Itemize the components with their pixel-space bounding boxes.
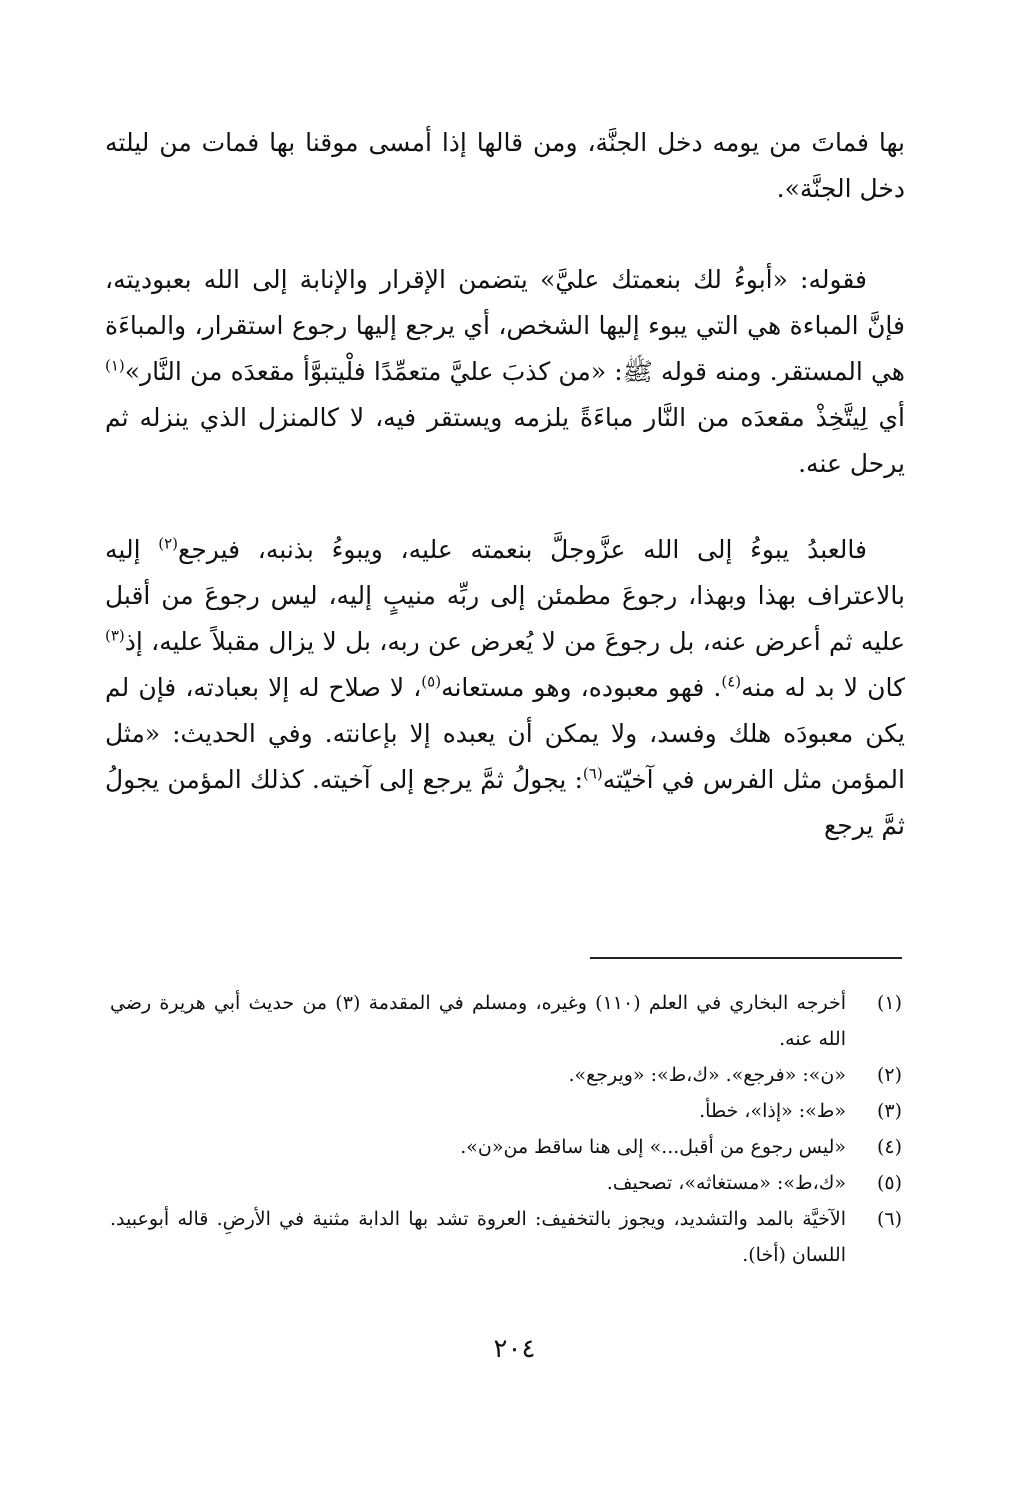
footnote-ref-6[interactable]: (٦): [582, 764, 603, 783]
footnote-number: (٢): [876, 1064, 902, 1086]
paragraph-3: [105, 527, 905, 849]
footnote-text: «ط»: «إذا»، خطأ.: [699, 1100, 846, 1122]
page-number: ٢٠٤: [493, 1334, 536, 1364]
paragraph-3-part-f: : يجولُ ثمَّ يرجع إلى آخيته. كذلك المؤمن يجولُ ثمَّ يرجع: [105, 765, 905, 840]
paragraph-3-part-e: ، لا صلاح له إلا بعبادته، فإن لم يكن معبودَه هلك وفسد، ولا يمكن أن يعبده إلا بإعانته. وفي الحديث: «مثل المؤمن مثل الفرس في آخيّته: [105, 673, 905, 794]
main-text: [105, 120, 905, 849]
footnote-text: «ليس رجوع من أقبل...» إلى هنا ساقط من«ن».: [460, 1136, 846, 1158]
footnote-text: الآخيَّة بالمد والتشديد، ويجوز بالتخفيف: العروة تشد بها الدابة مثنية في الأرضِ. قاله أبوعبيد. اللسان (أخا).: [110, 1208, 846, 1266]
paragraph-2-part-a: فقوله: «أبوءُ لك بنعمتك عليَّ» يتضمن الإقرار والإنابة إلى الله بعبوديته، فإنَّ المباءة هي التي يبوء إليها الشخص، أي يرجع إليها رجوع استقرار، والمباءَة هي المستقر. ومنه قوله ﷺ: «من كذبَ عليَّ متعمِّدًا فلْيتبوَّأ مقعدَه من النَّار»: [105, 265, 905, 386]
footnote-ref-2[interactable]: (٢): [158, 534, 179, 553]
footnote-ref-5[interactable]: (٥): [421, 672, 442, 691]
footnote-item: [110, 1129, 902, 1165]
paragraph-2: [105, 257, 905, 487]
footnote-text: «ك،ط»: «مستغاثه»، تصحيف.: [606, 1172, 846, 1194]
paragraph-1: [105, 120, 905, 212]
paragraph-3-part-b: إليه بالاعتراف بهذا وبهذا، رجوعَ مطمئن إلى ربِّه منيبٍ إليه، ليس رجوعَ من أقبل عليه ثم أعرض عنه، بل رجوعَ من لا يُعرض عن ربه، بل لا يزال مقبلاً عليه، إذ: [105, 535, 905, 656]
footnote-number: (٣): [876, 1100, 902, 1122]
footnote-item: [110, 1093, 902, 1129]
footnote-ref-4[interactable]: (٤): [721, 672, 742, 691]
footnote-ref-1[interactable]: (١): [105, 356, 125, 375]
footnote-number: (٤): [876, 1136, 902, 1158]
footnote-ref-3[interactable]: (٣): [105, 626, 125, 645]
footnote-item: [110, 985, 902, 1057]
paragraph-3-part-d: . فهو معبوده، وهو مستعانه: [441, 673, 722, 702]
footnotes: [110, 985, 902, 1273]
footnote-number: (٦): [876, 1208, 902, 1230]
footnote-item: [110, 1165, 902, 1201]
paragraph-1-text: بها فماتَ من يومه دخل الجنَّة، ومن قالها إذا أمسى موقنا بها فمات من ليلته دخل الجنَّة».: [105, 128, 905, 203]
footnote-text: أخرجه البخاري في العلم (١١٠) وغيره، ومسلم في المقدمة (٣) من حديث أبي هريرة رضي الله عنه.: [110, 992, 846, 1050]
footnote-separator: [590, 957, 902, 959]
footnote-number: (٥): [876, 1172, 902, 1194]
paragraph-2-part-b: أي لِيتَّخِذْ مقعدَه من النَّار مباءَةً يلزمه ويستقر فيه، لا كالمنزل الذي ينزله ثم يرحل عنه.: [105, 403, 905, 478]
footnote-text: «ن»: «فرجع». «ك،ط»: «ويرجع».: [568, 1064, 846, 1086]
footnote-item: [110, 1057, 902, 1093]
paragraph-3-part-c: كان لا بد له منه: [741, 673, 906, 702]
footnote-item: [110, 1201, 902, 1273]
paragraph-3-part-a: فالعبدُ يبوءُ إلى الله عزَّوجلَّ بنعمته عليه، ويبوءُ بذنبه، فيرجع: [178, 535, 867, 564]
footnote-number: (١): [876, 992, 902, 1014]
